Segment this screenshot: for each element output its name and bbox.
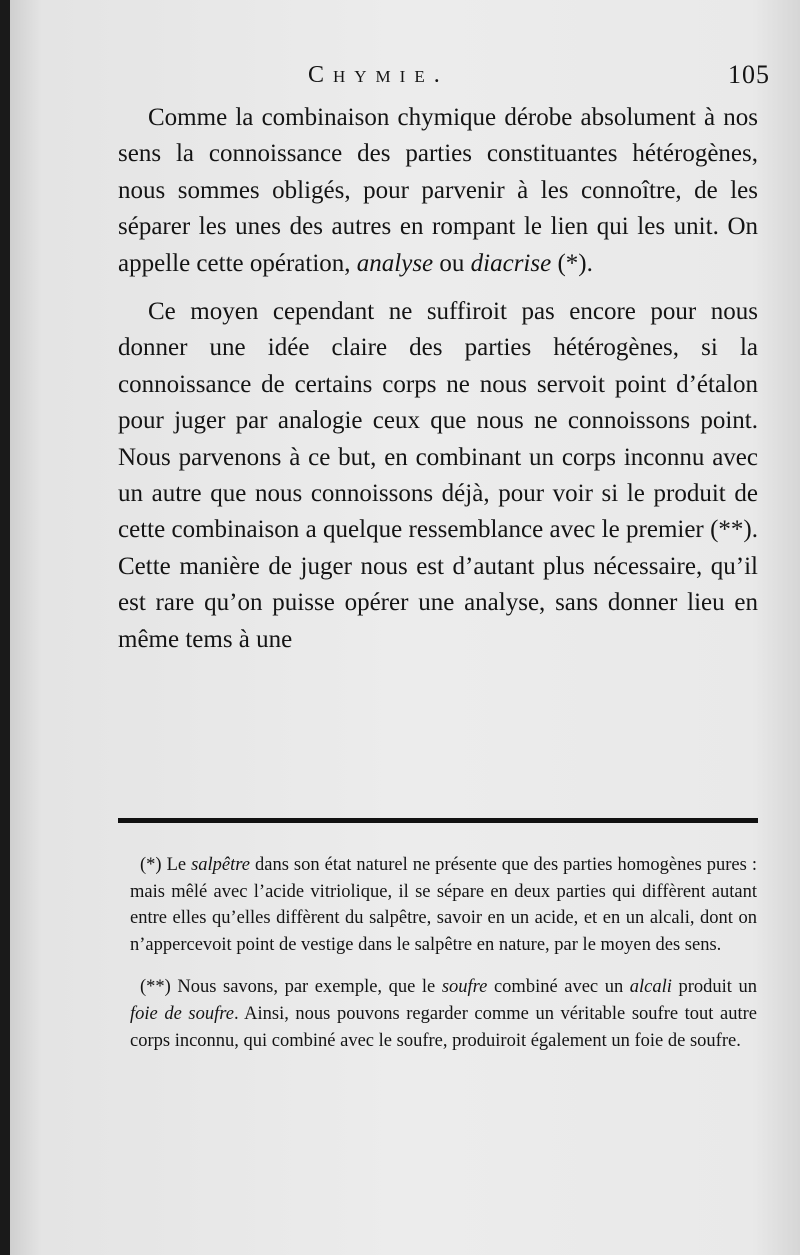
footnote-1-text-b: dans son état naturel ne présente que des parties homogènes pures : mais mêlé avec l’acide vitriolique, il se sépare en deux parties qui diffèrent autant entre elles qu’elles diffèrent du salpêtre, savoir en un acide, et en un alcali, dont on n’appercevoit point de vestige dans le salpêtre en nature, par le moyen des sens. [130, 855, 757, 955]
paragraph-1 [118, 100, 758, 282]
footnote-1-text-a: (*) Le [140, 855, 192, 875]
term-salpetre: salpêtre [191, 855, 251, 875]
term-diacrise: diacrise [470, 249, 552, 277]
page-number: 105 [728, 60, 770, 89]
page-header [10, 60, 800, 100]
footnote-separator-rule [118, 818, 758, 823]
term-analyse: analyse [356, 249, 434, 277]
term-foie-de-soufre: foie de soufre [130, 1003, 234, 1024]
running-title: Chymie. [308, 62, 449, 88]
paragraph-1-conjunction: ou [433, 249, 471, 277]
footnote-1 [130, 852, 757, 958]
paragraph-2: Ce moyen cependant ne suffiroit pas encore pour nous donner une idée claire des parties hétérogènes, si la connoissance de certains corps ne nous servoit point d’étalon pour juger par analogie ceux que nous ne connoissons point. Nous parvenons à ce but, en combinant un corps inconnu avec un autre que nous connoissons déjà, pour voir si le produit de cette combinaison a quelque ressemblance avec le premier (**). Cette manière de juger nous est d’autant plus nécessaire, qu’il est rare qu’on puisse opérer une analyse, sans donner lieu en même tems à une [118, 298, 758, 653]
footnote-2-text-a: (**) Nous savons, par exemple, que le [140, 977, 442, 998]
book-page [10, 0, 800, 1255]
term-soufre: soufre [441, 977, 488, 998]
footnote-2-text-d: . Ainsi, nous pouvons regarder comme un véritable soufre tout autre corps inconnu, qui combiné avec le soufre, produiroit également un foie de soufre. [130, 1003, 758, 1051]
term-alcali: alcali [629, 977, 672, 998]
footnote-ref-1: (*). [551, 249, 593, 277]
footnotes [130, 852, 757, 1054]
paragraph-1-text: Comme la combinaison chymique dérobe absolument à nos sens la connoissance des parties constituantes hétérogènes, nous sommes obligés, pour parvenir à les connoître, de les séparer les unes des autres en rompant le lien qui les unit. On appelle cette opération, [118, 104, 758, 277]
main-text [118, 100, 758, 658]
footnote-2-text-c: produit un [671, 977, 757, 998]
footnote-2 [130, 974, 757, 1054]
footnote-2-text-b: combiné avec un [487, 977, 630, 998]
